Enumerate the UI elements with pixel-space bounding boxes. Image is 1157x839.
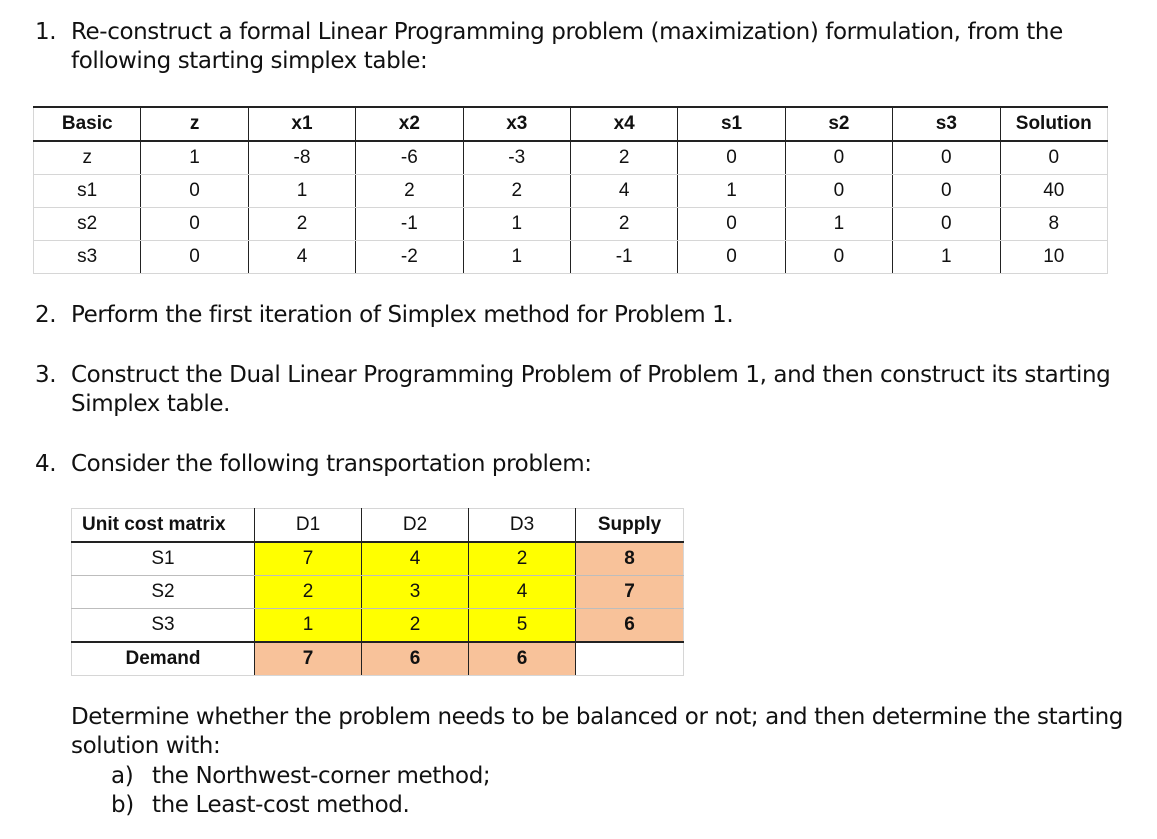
supply-cell: 7 xyxy=(576,576,684,609)
simplex-cell: -1 xyxy=(570,241,677,274)
question-4-text: Consider the following transportation problem: xyxy=(71,451,592,477)
simplex-cell: 0 xyxy=(785,175,892,208)
question-4 xyxy=(35,450,1135,480)
simplex-header-cell: s1 xyxy=(678,107,785,141)
simplex-header-cell: Solution xyxy=(1000,107,1107,141)
simplex-cell: -1 xyxy=(356,208,463,241)
simplex-row xyxy=(34,175,1108,208)
cost-cell: 4 xyxy=(469,576,576,609)
demand-row xyxy=(72,642,684,676)
cost-cell: 2 xyxy=(362,609,469,643)
cost-cell: 4 xyxy=(362,542,469,576)
transport-row xyxy=(72,576,684,609)
simplex-cell: s2 xyxy=(34,208,141,241)
simplex-cell: 0 xyxy=(141,208,248,241)
supply-cell: 8 xyxy=(576,542,684,576)
simplex-cell: 1 xyxy=(893,241,1000,274)
simplex-cell: 8 xyxy=(1000,208,1107,241)
question-3-text: Construct the Dual Linear Programming Problem of Problem 1, and then construct its starting Simplex table. xyxy=(71,362,1111,417)
cost-cell: 7 xyxy=(255,542,362,576)
source-label: S2 xyxy=(72,576,255,609)
simplex-cell: 2 xyxy=(570,141,677,175)
simplex-cell: 0 xyxy=(893,175,1000,208)
simplex-header-cell: s3 xyxy=(893,107,1000,141)
cost-cell: 5 xyxy=(469,609,576,643)
simplex-cell: 1 xyxy=(785,208,892,241)
destination-header: D3 xyxy=(469,509,576,543)
simplex-cell: 0 xyxy=(1000,141,1107,175)
transportation-table xyxy=(71,508,684,676)
simplex-header-cell: s2 xyxy=(785,107,892,141)
simplex-cell: -6 xyxy=(356,141,463,175)
simplex-cell: 0 xyxy=(893,141,1000,175)
simplex-header-cell: x1 xyxy=(248,107,355,141)
simplex-header-row xyxy=(34,107,1108,141)
transport-row xyxy=(72,542,684,576)
simplex-cell: 0 xyxy=(141,241,248,274)
simplex-cell: 1 xyxy=(463,208,570,241)
option-a xyxy=(111,762,490,791)
question-2-text: Perform the first iteration of Simplex method for Problem 1. xyxy=(71,302,734,328)
supply-cell: 6 xyxy=(576,609,684,643)
simplex-cell: 0 xyxy=(785,241,892,274)
simplex-cell: 0 xyxy=(785,141,892,175)
simplex-cell: 10 xyxy=(1000,241,1107,274)
simplex-row xyxy=(34,241,1108,274)
simplex-cell: 0 xyxy=(678,208,785,241)
simplex-cell: 0 xyxy=(678,141,785,175)
simplex-cell: -3 xyxy=(463,141,570,175)
question-2-number: 2. xyxy=(35,302,57,328)
simplex-header-cell: x2 xyxy=(356,107,463,141)
option-b-text: the Least-cost method. xyxy=(152,792,410,818)
source-label: S1 xyxy=(72,542,255,576)
simplex-cell: -2 xyxy=(356,241,463,274)
simplex-header-cell: z xyxy=(141,107,248,141)
option-b xyxy=(111,791,409,820)
simplex-cell: 0 xyxy=(678,241,785,274)
question-1-text: Re-construct a formal Linear Programming problem (maximization) formulation, from the following starting simplex table: xyxy=(71,19,1063,74)
simplex-cell: 4 xyxy=(248,241,355,274)
demand-cell: 7 xyxy=(255,642,362,676)
question-4-number: 4. xyxy=(35,451,57,477)
simplex-cell: 0 xyxy=(141,175,248,208)
simplex-cell: 0 xyxy=(893,208,1000,241)
simplex-cell: 4 xyxy=(570,175,677,208)
demand-label: Demand xyxy=(72,642,255,676)
simplex-cell: z xyxy=(34,141,141,175)
source-label: S3 xyxy=(72,609,255,643)
question-3 xyxy=(35,361,1145,421)
question-1 xyxy=(35,18,1135,78)
empty-cell xyxy=(576,642,684,676)
simplex-header-cell: x3 xyxy=(463,107,570,141)
simplex-cell: 2 xyxy=(570,208,677,241)
destination-header: D2 xyxy=(362,509,469,543)
unit-cost-matrix-label: Unit cost matrix xyxy=(72,509,255,543)
question-1-number: 1. xyxy=(35,19,57,45)
simplex-cell: 1 xyxy=(248,175,355,208)
simplex-cell: 2 xyxy=(356,175,463,208)
simplex-row xyxy=(34,141,1108,175)
cost-cell: 1 xyxy=(255,609,362,643)
destination-header: D1 xyxy=(255,509,362,543)
simplex-row xyxy=(34,208,1108,241)
simplex-cell: 40 xyxy=(1000,175,1107,208)
question-3-number: 3. xyxy=(35,362,57,388)
transport-row xyxy=(72,609,684,643)
simplex-cell: s3 xyxy=(34,241,141,274)
simplex-header-cell: x4 xyxy=(570,107,677,141)
demand-cell: 6 xyxy=(362,642,469,676)
simplex-cell: 1 xyxy=(141,141,248,175)
cost-cell: 2 xyxy=(469,542,576,576)
option-b-label: b) xyxy=(111,792,134,818)
question-4-instructions: Determine whether the problem needs to be balanced or not; and then determine the starting solution with: xyxy=(71,704,1123,759)
simplex-cell: 2 xyxy=(463,175,570,208)
demand-cell: 6 xyxy=(469,642,576,676)
option-a-text: the Northwest-corner method; xyxy=(152,763,491,789)
simplex-cell: s1 xyxy=(34,175,141,208)
simplex-cell: 1 xyxy=(678,175,785,208)
simplex-table xyxy=(33,106,1108,274)
simplex-cell: 1 xyxy=(463,241,570,274)
cost-cell: 2 xyxy=(255,576,362,609)
transport-header-row xyxy=(72,509,684,543)
cost-cell: 3 xyxy=(362,576,469,609)
simplex-cell: 2 xyxy=(248,208,355,241)
simplex-cell: -8 xyxy=(248,141,355,175)
simplex-header-cell: Basic xyxy=(34,107,141,141)
option-a-label: a) xyxy=(111,763,134,789)
supply-header: Supply xyxy=(576,509,684,543)
question-2 xyxy=(35,301,1135,331)
